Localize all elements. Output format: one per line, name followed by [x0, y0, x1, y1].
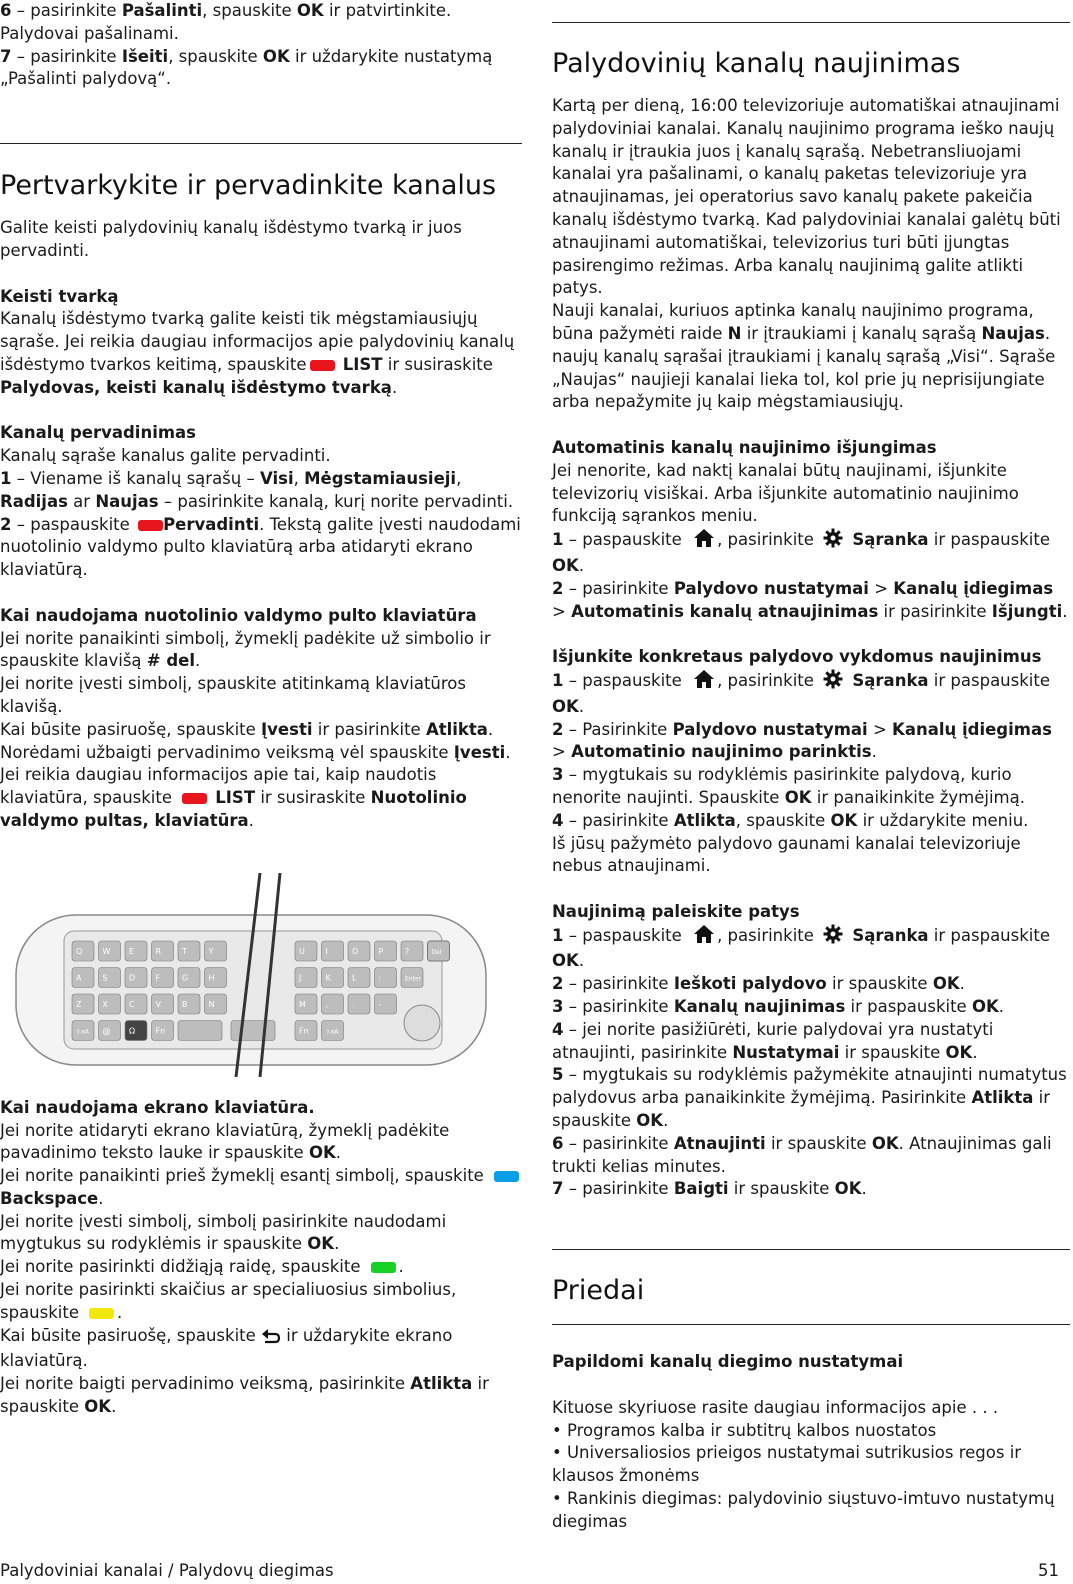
remote-p2: Jei norite įvesti simbolį, spauskite atitinkamą klaviatūros klavišą. [0, 674, 466, 716]
keyboard-key-label: O [352, 946, 359, 956]
keyboard-key-label: Ω [129, 1026, 136, 1036]
keyboard-key-label: - [378, 999, 382, 1009]
keyboard-key-label: L [352, 973, 357, 983]
screen-p5: Jei norite pasirinkti skaičius ar specialiuosius simbolius, spauskite . [0, 1280, 457, 1322]
keyboard-key-label: ⇧aA [76, 1028, 89, 1036]
extras-intro: Kituose skyriuose rasite daugiau informacijos apie . . . [552, 1397, 999, 1417]
gear-icon [823, 924, 843, 951]
gear-icon [823, 669, 843, 696]
remote-keyboard-illustration [12, 873, 492, 1079]
keyboard-key-label: I [325, 946, 328, 956]
home-icon [693, 528, 715, 555]
heading-change-order: Keisti tvarką [0, 286, 119, 306]
keyboard-key-label: B [182, 999, 188, 1009]
update-intro-2: Nauji kanalai, kuriuos aptinka kanalų naujinimo programa, būna pažymėti raide N ir įtraukiami į kanalų sąrašą Naujas. naujų kanalų sąrašai įtraukiami į kanalų sąrašą „Visi“. Sąraše „Naujas“ naujieji kanalai lieka tol, kol prie jų neprisijungiate arba nepažymite jų kaip mėgstamiausiųjų. [552, 301, 1056, 412]
screen-p7: Jei norite baigti pervadinimo veiksmą, pasirinkite Atlikta ir spauskite OK. [0, 1374, 489, 1417]
color-key-icon [89, 1308, 114, 1319]
keyboard-key-label: Enter [405, 975, 422, 983]
section-title-rearrange: Pertvarkykite ir pervadinkite kanalus [0, 170, 497, 202]
remote-p1: Jei norite panaikinti simbolį, žymeklį padėkite už simbolio ir spauskite klavišą # del. [0, 628, 491, 671]
section-title-update: Palydovinių kanalų naujinimas [552, 48, 961, 79]
keyboard-key-label: X [102, 999, 108, 1009]
keyboard-key-label: . [352, 999, 355, 1009]
rename-line: Kanalų sąraše kanalus galite pervadinti. [0, 446, 331, 466]
auto-off-step-2: 2 – pasirinkite Palydovo nustatymai > Kanalų įdiegimas > Automatinis kanalų atnaujinimas ir pasirinkite Išjungti. [552, 578, 1068, 621]
keyboard-key-label: E [129, 946, 135, 956]
rename-step-2: 2 – paspauskite Pervadinti. Tekstą galite įvesti naudodami nuotolinio valdymo pulto klaviatūrą arba atidaryti ekrano klaviatūrą. [0, 514, 521, 580]
section-title-extras: Priedai [552, 1275, 645, 1307]
rename-step-1: 1 – Viename iš kanalų sąrašų – Visi, Mėgstamiausieji, Radijas ar Naujas – pasirinkite kanalą, kurį norite pervadinti. [0, 468, 514, 511]
keyboard-key-label: F [155, 973, 161, 983]
screen-p1: Jei norite atidaryti ekrano klaviatūrą, žymeklį padėkite pavadinimo teksto lauke ir spauskite OK. [0, 1120, 450, 1163]
keyboard-key-label: : [378, 973, 382, 983]
keyboard-key-label: A [76, 973, 82, 983]
auto-off-step-1: 1 – paspauskite , pasirinkite Sąranka ir paspauskite OK. [552, 530, 1051, 575]
change-order-text: Kanalų išdėstymo tvarką galite keisti tik mėgstamiausiųjų sąraše. Jei reikia daugiau informacijos apie palydovinių kanalų išdėstymo tvarkos keitimą, spauskite LIST ir susiraskite Palydovas, keisti kanalų išdėstymo tvarką. [0, 309, 515, 397]
extras-item: • Programos kalba ir subtitrų kalbos nuostatos [552, 1420, 937, 1440]
screen-p4: Jei norite pasirinkti didžiąją raidę, spauskite . [0, 1257, 404, 1277]
keyboard-key-label: R [155, 946, 162, 956]
keyboard-key-label: Y [208, 946, 214, 956]
heading-rename: Kanalų pervadinimas [0, 423, 196, 443]
auto-off-text: Jei nenorite, kad naktį kanalai būtų naujinami, išjunkite televizorių visiškai. Arba išjunkite automatinio naujinimo funkciją sąrankos meniu. [552, 460, 1019, 526]
footer-section-path: Palydoviniai kanalai / Palydovų diegimas [0, 1561, 334, 1580]
remote-p4: Norėdami užbaigti pervadinimo veiksmą vėl spauskite Įvesti. [0, 742, 511, 762]
step-7: 7 – pasirinkite Išeiti, spauskite OK ir uždarykite nustatymą „Pašalinti palydovą“. [0, 46, 493, 89]
color-key-icon [182, 793, 207, 804]
specific-step-2: 2 – Pasirinkite Palydovo nustatymai > Kanalų įdiegimas > Automatinio naujinimo parinktis. [552, 719, 1052, 762]
keyboard-key-label: Fn [155, 1026, 166, 1036]
manual-step-4: 4 – jei norite pasižiūrėti, kurie palydovai yra nustatyti atnaujinti, pasirinkite Nustatymai ir spauskite OK. [552, 1019, 994, 1062]
specific-step-3: 3 – mygtukais su rodyklėmis pasirinkite palydovą, kurio nenorite naujinti. Spauskite OK ir panaikinkite žymėjimą. [552, 765, 1025, 807]
manual-step-2: 2 – pasirinkite Ieškoti palydovo ir spauskite OK. [552, 974, 965, 994]
keyboard-key-label: ⇧aA [325, 1028, 339, 1036]
step-6: 6 – pasirinkite Pašalinti, spauskite OK ir patvirtinkite. Palydovai pašalinami. [0, 1, 452, 43]
back-icon [261, 1328, 281, 1351]
right-column [552, 0, 1070, 1534]
keyboard-key-label: @ [102, 1026, 111, 1036]
specific-note: Iš jūsų pažymėto palydovo gaunami kanalai televizoriuje nebus atnaujinami. [552, 833, 1021, 876]
keyboard-key-label: W [102, 946, 111, 956]
keyboard-key-label: V [155, 999, 161, 1009]
manual-step-3: 3 – pasirinkite Kanalų naujinimas ir paspauskite OK. [552, 997, 1005, 1017]
color-key-icon [371, 1262, 396, 1273]
manual-step-1: 1 – paspauskite , pasirinkite Sąranka ir paspauskite OK. [552, 925, 1051, 971]
screen-p3: Jei norite įvesti simbolį, simbolį pasirinkite naudodami mygtukus su rodyklėmis ir spauskite OK. [0, 1211, 447, 1254]
home-icon [693, 924, 715, 951]
keyboard-key-label: P [378, 946, 384, 956]
keyboard-key-label: , [325, 999, 329, 1009]
home-icon [693, 669, 715, 696]
keyboard-key-label: S [102, 973, 108, 983]
remote-p5: Jei reikia daugiau informacijos apie tai, kaip naudotis klaviatūra, spauskite LIST ir susiraskite Nuotolinio valdymo pultas, klaviatūra. [0, 765, 467, 830]
screen-p6: Kai būsite pasiruošę, spauskite ir uždarykite ekrano klaviatūrą. [0, 1325, 453, 1371]
color-key-icon [494, 1171, 519, 1182]
gear-icon [823, 528, 843, 555]
color-key-icon [310, 360, 335, 371]
keyboard-key-label: G [182, 973, 189, 983]
keyboard-key-label: K [325, 973, 331, 983]
heading-specific-satellite: Išjunkite konkretaus palydovo vykdomus naujinimus [552, 647, 1042, 667]
keyboard-key-label: M [299, 999, 306, 1009]
keyboard-key-label: H [208, 973, 215, 983]
keyboard-graphic [12, 873, 492, 1079]
remote-p3: Kai būsite pasiruošę, spauskite Įvesti ir pasirinkite Atlikta. [0, 719, 494, 739]
extras-item: • Universaliosios prieigos nustatymai sutrikusios regos ir klausos žmonėms [552, 1443, 1022, 1486]
page-number: 51 [1038, 1561, 1059, 1580]
screen-p2: Jei norite panaikinti prieš žymeklį esantį simbolį, spauskite Backspace. [0, 1165, 522, 1211]
manual-step-7: 7 – pasirinkite Baigti ir spauskite OK. [552, 1179, 867, 1199]
specific-step-4: 4 – pasirinkite Atlikta, spauskite OK ir uždarykite meniu. [552, 810, 1029, 830]
keyboard-key-label: Del [431, 948, 442, 956]
keyboard-key-label: ? [405, 946, 410, 956]
keyboard-key-label: T [182, 946, 187, 956]
keyboard-key-label: Z [76, 999, 82, 1009]
heading-screen-keyboard: Kai naudojama ekrano klaviatūra. [0, 1097, 315, 1117]
color-key-icon [138, 520, 163, 531]
keyboard-key-label: Q [76, 946, 83, 956]
heading-manual-update: Naujinimą paleiskite patys [552, 901, 800, 921]
update-intro-1: Kartą per dieną, 16:00 televizoriuje automatiškai atnaujinami palydoviniai kanalai. Kanalų naujinimo programa ieško naujų kanalų ir įtraukia juos į kanalų sąrašą. Nebetransliuojami kanalai yra pašalinami, o kanalų paketas televizoriuje yra atnaujinamas, jei operatorius savo kanalų pakete pakeičia kanalų išdėstymo tvarką. Kad palydoviniai kanalai galėtų būti atnaujinami automatiškai, televizorius turi būti įjungtas pasirengimo režimas. Arba kanalų naujinimą galite atlikti patys. [552, 96, 1061, 298]
extras-item: • Rankinis diegimas: palydovinio siųstuvo-imtuvo nustatymų diegimas [552, 1489, 1055, 1531]
keyboard-key [178, 1020, 222, 1040]
keyboard-key-label: U [299, 946, 305, 956]
keyboard-key-label: N [208, 999, 215, 1009]
heading-auto-off: Automatinis kanalų naujinimo išjungimas [552, 437, 937, 457]
heading-extras: Papildomi kanalų diegimo nustatymai [552, 1352, 904, 1372]
heading-remote-keyboard: Kai naudojama nuotolinio valdymo pulto klaviatūra [0, 605, 477, 625]
keyboard-key-label: J [299, 973, 302, 983]
left-column [0, 0, 522, 1419]
manual-step-5: 5 – mygtukais su rodyklėmis pažymėkite atnaujinti numatytus palydovus arba panaikinkite žymėjimą. Pasirinkite Atlikta ir spauskite OK. [552, 1065, 1067, 1131]
keyboard-key-label: C [129, 999, 135, 1009]
rearrange-intro: Galite keisti palydovinių kanalų išdėstymo tvarką ir juos pervadinti. [0, 218, 462, 260]
keyboard-key-label: D [129, 973, 136, 983]
keyboard-key-label: Fn [299, 1026, 309, 1036]
specific-step-1: 1 – paspauskite , pasirinkite Sąranka ir paspauskite OK. [552, 670, 1051, 716]
manual-step-6: 6 – pasirinkite Atnaujinti ir spauskite OK. Atnaujinimas gali trukti kelias minutes. [552, 1133, 1052, 1176]
